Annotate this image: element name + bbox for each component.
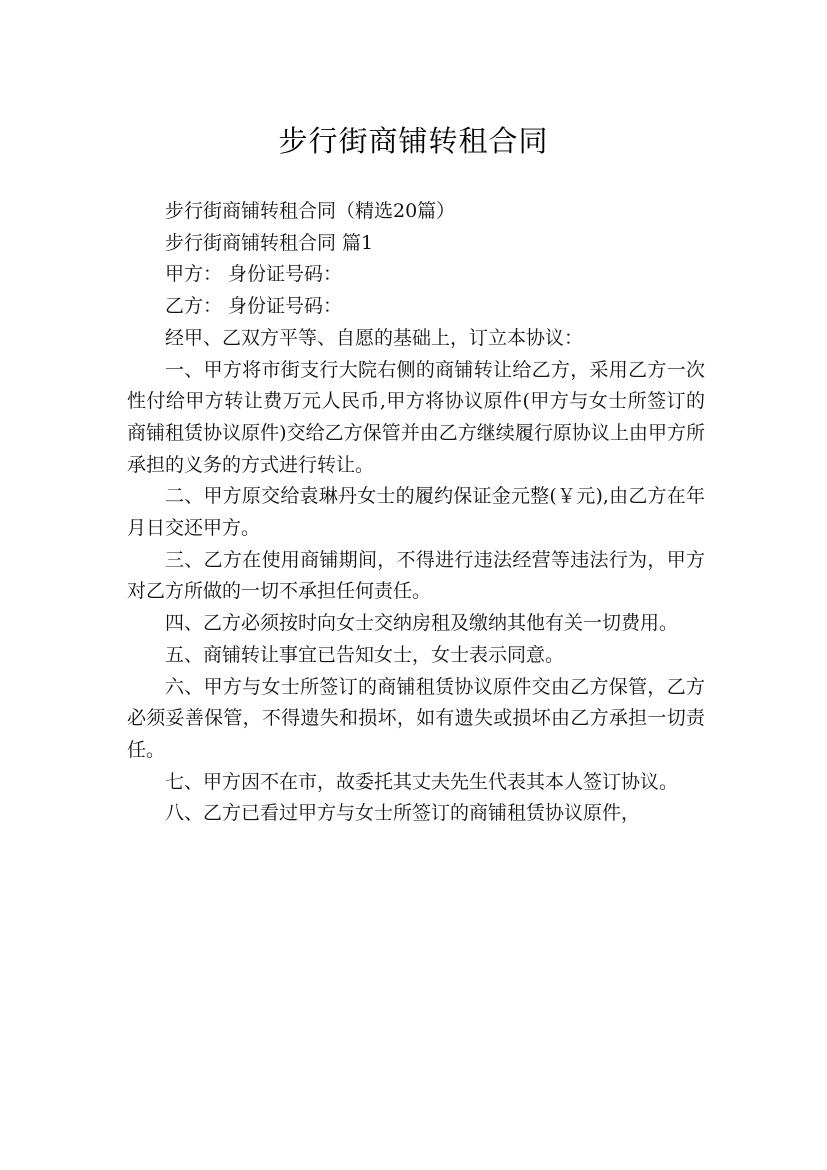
paragraph-party-b: 乙方： 身份证号码： [165,295,343,318]
paragraph-clause-3: 三、乙方在使用商铺期间，不得进行违法经营等违法行为，甲方对乙方所做的一切不承担任何责任。 [127,548,705,603]
paragraph-clause-6: 六、甲方与女士所签订的商铺租赁协议原件交由乙方保管，乙方必须妥善保管，不得遗失和损坏，如有遗失或损坏由乙方承担一切责任。 [127,675,705,761]
paragraph-clause-8: 八、乙方已看过甲方与女士所签订的商铺租赁协议原件， [165,802,641,825]
paragraph-clause-5: 五、商铺转让事宜已告知女士，女士表示同意。 [165,643,565,666]
paragraph-party-a: 甲方： 身份证号码： [165,263,343,286]
paragraph-clause-7: 七、甲方因不在市，故委托其丈夫先生代表其本人签订协议。 [165,770,679,793]
paragraph-clause-1: 一、甲方将市街支行大院右侧的商铺转让给乙方，采用乙方一次性付给甲方转让费万元人民币,甲方将协议原件(甲方与女士所签订的商铺租赁协议原件)交给乙方保管并由乙方继续履行原协议上由甲方所承担的义务的方式进行转让。 [127,358,705,476]
document-body [127,196,705,830]
paragraph-clause-2: 二、甲方原交给袁琳丹女士的履约保证金元整(￥元),由乙方在年月日交还甲方。 [127,485,705,540]
paragraph-clause-4: 四、乙方必须按时向女士交纳房租及缴纳其他有关一切费用。 [165,612,679,635]
paragraph-subtitle: 步行街商铺转租合同（精选20篇） [165,200,456,222]
paragraph-section-heading: 步行街商铺转租合同 篇1 [165,231,374,254]
paragraph-preamble: 经甲、乙双方平等、自愿的基础上，订立本协议： [165,326,584,349]
document-title: 步行街商铺转租合同 [278,124,549,159]
